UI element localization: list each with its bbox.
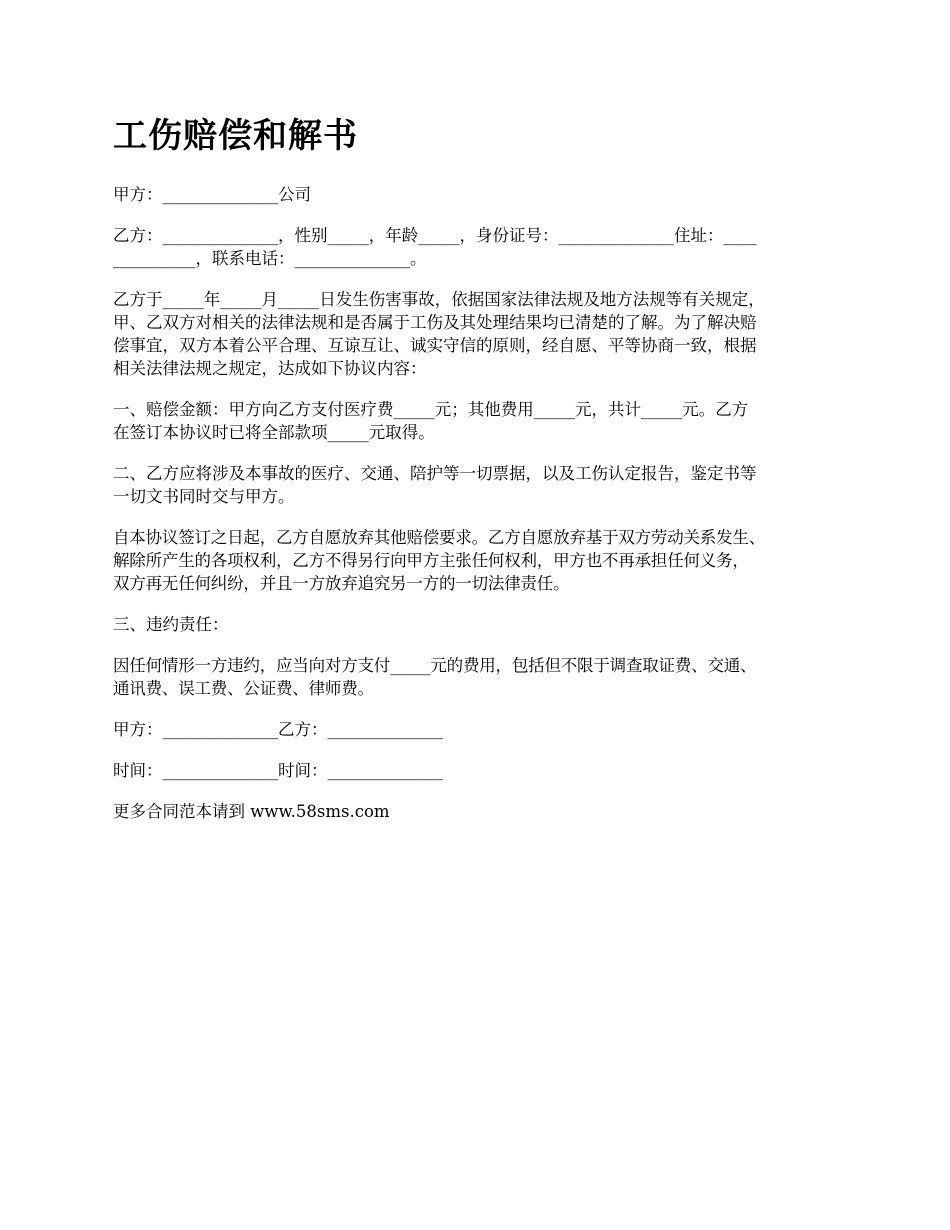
- clause-waiver: 自本协议签订之日起，乙方自愿放弃其他赔偿要求。乙方自愿放弃基于双方劳动关系发生、 解除所产生的各项权利，乙方不得另行向甲方主张任何权利，甲方也不再承担任何义务， 双方再无任何纠纷，并且一方放弃追究另一方的一切法律责任。: [113, 528, 766, 593]
- footer-link-text: 更多合同范本请到 www.58sms.com: [113, 802, 390, 821]
- signature-line: 甲方：______________乙方：______________: [113, 720, 443, 739]
- clause-breach-penalty: 因任何情形一方违约，应当向对方支付_____元的费用，包括但不限于调查取证费、交通、 通讯费、误工费、公证费、律师费。: [113, 656, 757, 698]
- clause-documents-handover: 二、乙方应将涉及本事故的医疗、交通、陪护等一切票据，以及工伤认定报告，鉴定书等 一切文书同时交与甲方。: [113, 464, 757, 506]
- incident-paragraph: 乙方于_____年_____月_____日发生伤害事故，依据国家法律法规及地方法规等有关规定， 甲、乙双方对相关的法律法规和是否属于工伤及其处理结果均已清楚的了解。为了解决赔 偿事宜，双方本着公平合理、互谅互让、诚实守信的原则，经自愿、平等协商一致，根据 相关法律法规之规定，达成如下协议内容：: [113, 290, 765, 378]
- document-title: 工伤赔偿和解书: [113, 116, 358, 156]
- party-b-line: 乙方：______________，性别_____，年龄_____，身份证号：______________住址：____ __________，联系电话：______________。: [113, 226, 757, 268]
- party-a-line: 甲方：______________公司: [113, 185, 311, 204]
- date-line: 时间：______________时间：______________: [113, 761, 443, 780]
- clause-breach-heading: 三、违约责任：: [113, 615, 229, 634]
- clause-compensation-amount: 一、赔偿金额：甲方向乙方支付医疗费_____元；其他费用_____元，共计_____元。乙方 在签订本协议时已将全部款项_____元取得。: [113, 400, 749, 442]
